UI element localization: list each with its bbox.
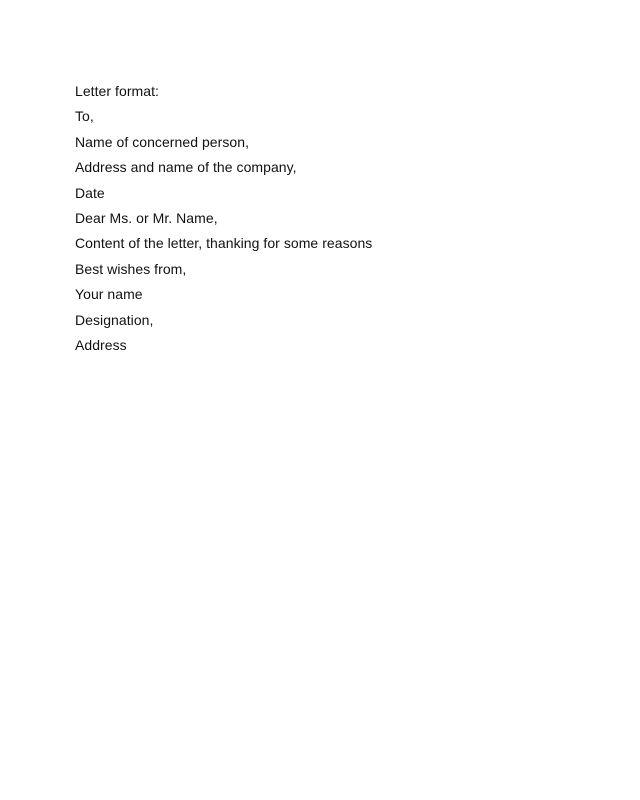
recipient-name-line: Name of concerned person,: [75, 133, 250, 150]
sender-address-line: Address: [75, 336, 127, 353]
letter-body: [75, 81, 595, 360]
sender-name-line: Your name: [75, 286, 143, 303]
sender-designation-line: Designation,: [75, 311, 154, 328]
greeting-line: Dear Ms. or Mr. Name,: [75, 209, 218, 226]
content-line: Content of the letter, thanking for some reasons: [75, 235, 373, 252]
closing-line: Best wishes from,: [75, 260, 187, 277]
recipient-salutation-line: To,: [75, 108, 94, 125]
letter-format-heading: Letter format:: [75, 83, 159, 99]
date-line: Date: [75, 184, 105, 201]
recipient-address-line: Address and name of the company,: [75, 159, 297, 176]
